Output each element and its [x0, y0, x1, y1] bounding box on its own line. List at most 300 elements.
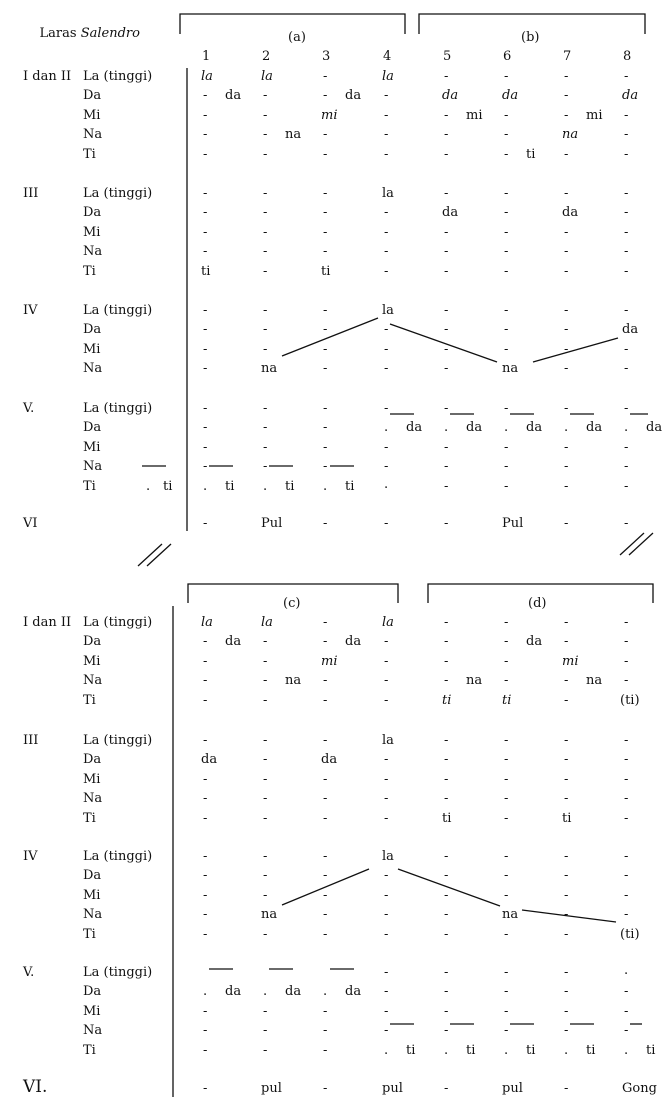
- dot-mark: .: [384, 420, 389, 436]
- rest-dash: -: [323, 907, 328, 923]
- voice-label: Na: [83, 361, 103, 377]
- rest-dash: -: [444, 1081, 449, 1096]
- voice-label: Da: [83, 322, 102, 338]
- rest-dash: -: [263, 420, 268, 436]
- voice-label: Ti: [83, 926, 96, 942]
- note-syllable: Gong: [622, 1081, 657, 1096]
- group-label-a: (a): [288, 30, 306, 45]
- rest-dash: -: [263, 107, 268, 123]
- voice-label: Ti: [83, 692, 96, 708]
- rest-dash: -: [263, 791, 268, 807]
- rest-dash: -: [624, 810, 629, 826]
- rest-dash: -: [203, 1023, 208, 1039]
- dot-mark: .: [444, 1042, 449, 1058]
- rest-dash: -: [203, 420, 208, 436]
- voice-label: Mi: [83, 771, 101, 787]
- note-syllable: na: [586, 673, 603, 689]
- rest-dash: -: [203, 322, 208, 338]
- rest-dash: -: [504, 849, 509, 864]
- beat-number-8: 8: [623, 49, 632, 64]
- rest-dash: -: [564, 303, 569, 318]
- rest-dash: -: [203, 107, 208, 123]
- note-syllable: ti: [526, 146, 536, 162]
- rest-dash: -: [323, 1042, 328, 1058]
- rest-dash: -: [323, 771, 328, 787]
- rest-dash: -: [263, 186, 268, 201]
- rest-dash: -: [504, 322, 509, 338]
- rest-dash: -: [564, 771, 569, 787]
- rest-dash: -: [504, 186, 509, 201]
- rest-dash: -: [384, 146, 389, 162]
- rest-dash: -: [504, 984, 509, 1000]
- dot-mark: .: [203, 478, 208, 494]
- rest-dash: -: [444, 1003, 449, 1019]
- note-syllable: la: [382, 615, 394, 630]
- rest-dash: -: [384, 771, 389, 787]
- rest-dash: -: [504, 810, 509, 826]
- rest-dash: -: [203, 887, 208, 903]
- voice-label: Na: [83, 244, 103, 260]
- rest-dash: -: [504, 439, 509, 455]
- rest-dash: -: [203, 127, 208, 143]
- voice-label: La (tinggi): [83, 615, 153, 630]
- rest-dash: -: [564, 146, 569, 162]
- note-syllable: Pul: [261, 516, 283, 531]
- rest-dash: -: [384, 107, 389, 123]
- rest-dash: -: [203, 868, 208, 884]
- voice-label: Mi: [83, 653, 101, 669]
- rest-dash: -: [624, 439, 629, 455]
- rest-dash: -: [384, 322, 389, 338]
- note-syllable: la: [382, 733, 394, 748]
- rest-dash: -: [323, 634, 328, 650]
- rest-dash: -: [504, 205, 509, 221]
- rest-dash: -: [564, 322, 569, 338]
- rest-dash: -: [384, 926, 389, 942]
- voice-label: Na: [83, 673, 103, 689]
- rest-dash: -: [384, 439, 389, 455]
- rest-dash: -: [323, 186, 328, 201]
- voice-label: La (tinggi): [83, 849, 153, 864]
- rest-dash: -: [323, 673, 328, 689]
- rest-dash: -: [323, 244, 328, 260]
- beat-number-2: 2: [262, 49, 271, 64]
- rest-dash: -: [263, 88, 268, 104]
- rest-dash: -: [203, 926, 208, 942]
- note-syllable: da: [225, 634, 242, 650]
- voice-label: La (tinggi): [83, 303, 153, 318]
- rest-dash: -: [323, 322, 328, 338]
- section-label: V.: [23, 401, 35, 416]
- rest-dash: -: [504, 965, 509, 980]
- rest-dash: -: [263, 752, 268, 768]
- rest-dash: -: [444, 401, 449, 416]
- rest-dash: -: [263, 634, 268, 650]
- rest-dash: -: [263, 224, 268, 240]
- dot-mark: .: [564, 420, 569, 436]
- rest-dash: -: [323, 868, 328, 884]
- note-syllable: (ti): [620, 692, 640, 708]
- note-syllable: Pul: [502, 516, 524, 531]
- beat-number-3: 3: [322, 49, 331, 64]
- group-label-b: (b): [521, 30, 540, 45]
- rest-dash: -: [203, 244, 208, 260]
- rest-dash: -: [504, 341, 509, 357]
- dot-mark: .: [624, 420, 629, 436]
- note-syllable: da: [406, 420, 423, 436]
- note-syllable: pul: [261, 1081, 282, 1096]
- rest-dash: -: [323, 420, 328, 436]
- note-syllable: la: [261, 615, 273, 630]
- rest-dash: -: [263, 868, 268, 884]
- section-label: I dan II: [23, 69, 72, 84]
- note-syllable: da: [562, 205, 579, 221]
- rest-dash: -: [263, 810, 268, 826]
- dot-mark: .: [624, 963, 629, 978]
- rest-dash: -: [384, 205, 389, 221]
- rest-dash: -: [444, 752, 449, 768]
- dot-mark: .: [323, 478, 328, 494]
- rest-dash: -: [564, 361, 569, 377]
- rest-dash: -: [504, 127, 509, 143]
- rest-dash: -: [444, 1023, 449, 1039]
- rest-dash: -: [323, 303, 328, 318]
- bracket-c: [188, 584, 398, 603]
- rest-dash: -: [444, 439, 449, 455]
- rest-dash: -: [564, 478, 569, 494]
- slide-line: [282, 869, 369, 905]
- rest-dash: -: [323, 791, 328, 807]
- note-syllable: ti: [285, 478, 295, 494]
- rest-dash: -: [384, 224, 389, 240]
- group-label-d: (d): [528, 596, 547, 611]
- rest-dash: -: [624, 127, 629, 143]
- rest-dash: -: [624, 146, 629, 162]
- rest-dash: -: [203, 1003, 208, 1019]
- rest-dash: -: [384, 244, 389, 260]
- beat-number-7: 7: [563, 49, 572, 64]
- rest-dash: -: [564, 868, 569, 884]
- note-syllable: na: [285, 127, 302, 143]
- rest-dash: -: [384, 88, 389, 104]
- rest-dash: -: [263, 303, 268, 318]
- rest-dash: -: [323, 341, 328, 357]
- voice-label: Da: [83, 752, 102, 768]
- rest-dash: -: [203, 205, 208, 221]
- rest-dash: -: [564, 88, 569, 104]
- rest-dash: -: [444, 263, 449, 279]
- beat-number-6: 6: [503, 49, 512, 64]
- rest-dash: -: [203, 810, 208, 826]
- rest-dash: -: [444, 478, 449, 494]
- voice-label: Mi: [83, 439, 101, 455]
- rest-dash: -: [564, 791, 569, 807]
- rest-dash: -: [624, 733, 629, 748]
- bracket-a: [180, 14, 405, 34]
- rest-dash: -: [624, 1003, 629, 1019]
- dot-mark: .: [263, 984, 268, 1000]
- voice-label: Da: [83, 420, 102, 436]
- rest-dash: -: [624, 478, 629, 494]
- rest-dash: -: [203, 146, 208, 162]
- group-label-c: (c): [283, 596, 301, 611]
- rest-dash: -: [564, 965, 569, 980]
- rest-dash: -: [384, 516, 389, 531]
- rest-dash: -: [444, 303, 449, 318]
- rest-dash: -: [504, 244, 509, 260]
- rest-dash: -: [444, 69, 449, 84]
- title-italic: Salendro: [80, 26, 140, 41]
- rest-dash: -: [504, 478, 509, 494]
- rest-dash: -: [504, 634, 509, 650]
- voice-label: Da: [83, 868, 102, 884]
- note-syllable: da: [225, 984, 242, 1000]
- note-syllable: da: [466, 420, 483, 436]
- rest-dash: -: [624, 205, 629, 221]
- rest-dash: -: [384, 887, 389, 903]
- rest-dash: -: [444, 459, 449, 475]
- rest-dash: -: [624, 752, 629, 768]
- rest-dash: -: [444, 965, 449, 980]
- rest-dash: -: [384, 1023, 389, 1039]
- rest-dash: -: [323, 926, 328, 942]
- slide-line: [390, 324, 497, 362]
- rest-dash: -: [263, 205, 268, 221]
- rest-dash: -: [384, 1003, 389, 1019]
- rest-dash: -: [504, 107, 509, 123]
- rest-dash: -: [384, 907, 389, 923]
- rest-dash: -: [564, 1003, 569, 1019]
- rest-dash: -: [263, 733, 268, 748]
- note-syllable: ti: [562, 810, 572, 826]
- rest-dash: -: [504, 868, 509, 884]
- voice-label: La (tinggi): [83, 69, 153, 84]
- rest-dash: -: [444, 634, 449, 650]
- note-syllable: la: [382, 186, 394, 201]
- rest-dash: -: [504, 673, 509, 689]
- rest-dash: -: [444, 107, 449, 123]
- rest-dash: -: [384, 653, 389, 669]
- rest-dash: -: [263, 146, 268, 162]
- rest-dash: -: [384, 401, 389, 416]
- rest-dash: -: [203, 771, 208, 787]
- rest-dash: -: [444, 849, 449, 864]
- note-syllable: da: [285, 984, 302, 1000]
- rest-dash: -: [323, 1023, 328, 1039]
- rest-dash: -: [444, 984, 449, 1000]
- rest-dash: -: [384, 810, 389, 826]
- rest-dash: -: [624, 186, 629, 201]
- rest-dash: -: [564, 752, 569, 768]
- rest-dash: -: [384, 127, 389, 143]
- rest-dash: -: [384, 459, 389, 475]
- voice-label: Da: [83, 88, 102, 104]
- rest-dash: -: [564, 107, 569, 123]
- rest-dash: -: [444, 146, 449, 162]
- note-syllable: da: [345, 88, 362, 104]
- rest-dash: -: [504, 887, 509, 903]
- rest-dash: -: [444, 868, 449, 884]
- rest-dash: -: [564, 692, 569, 708]
- voice-label: Na: [83, 791, 103, 807]
- dot-mark: .: [564, 1042, 569, 1058]
- rest-dash: -: [624, 984, 629, 1000]
- note-syllable: (ti): [620, 926, 640, 942]
- section-label: III: [23, 733, 39, 748]
- rest-dash: -: [263, 771, 268, 787]
- rest-dash: -: [384, 984, 389, 1000]
- note-syllable: ti: [442, 810, 452, 826]
- rest-dash: -: [323, 146, 328, 162]
- dot-mark: .: [504, 1042, 509, 1058]
- rest-dash: -: [624, 653, 629, 669]
- rest-dash: -: [203, 733, 208, 748]
- dot-mark: .: [624, 1042, 629, 1058]
- rest-dash: -: [444, 615, 449, 630]
- rest-dash: -: [323, 615, 328, 630]
- note-syllable: da: [526, 634, 543, 650]
- dot-mark: .: [146, 478, 151, 494]
- rest-dash: -: [624, 907, 629, 923]
- rest-dash: -: [564, 849, 569, 864]
- note-syllable: la: [382, 303, 394, 318]
- rest-dash: -: [624, 887, 629, 903]
- note-syllable: ti: [442, 692, 452, 708]
- rest-dash: -: [504, 459, 509, 475]
- voice-label: Na: [83, 459, 103, 475]
- rest-dash: -: [323, 692, 328, 708]
- rest-dash: -: [624, 361, 629, 377]
- rest-dash: -: [624, 1023, 629, 1039]
- rest-dash: -: [203, 653, 208, 669]
- voice-label: Mi: [83, 224, 101, 240]
- rest-dash: -: [564, 516, 569, 531]
- beat-number-1: 1: [202, 49, 211, 64]
- note-syllable: mi: [321, 107, 338, 123]
- rest-dash: -: [203, 907, 208, 923]
- rest-dash: -: [203, 88, 208, 104]
- voice-label: Na: [83, 127, 103, 143]
- rest-dash: -: [624, 849, 629, 864]
- rest-dash: -: [323, 401, 328, 416]
- note-syllable: da: [321, 752, 338, 768]
- rest-dash: -: [504, 146, 509, 162]
- rest-dash: -: [564, 673, 569, 689]
- rest-dash: -: [504, 752, 509, 768]
- rest-dash: -: [203, 1042, 208, 1058]
- note-syllable: na: [261, 907, 278, 923]
- rest-dash: -: [203, 341, 208, 357]
- rest-dash: -: [504, 263, 509, 279]
- rest-dash: -: [203, 224, 208, 240]
- voice-label: La (tinggi): [83, 965, 153, 980]
- rest-dash: -: [263, 1023, 268, 1039]
- rest-dash: -: [203, 303, 208, 318]
- rest-dash: -: [323, 127, 328, 143]
- note-syllable: ti: [646, 1042, 656, 1058]
- rest-dash: -: [263, 341, 268, 357]
- rest-dash: -: [504, 69, 509, 84]
- note-syllable: ti: [163, 478, 173, 494]
- rest-dash: -: [504, 926, 509, 942]
- rest-dash: -: [624, 69, 629, 84]
- dot-mark: .: [444, 420, 449, 436]
- rest-dash: -: [444, 361, 449, 377]
- rest-dash: -: [564, 401, 569, 416]
- rest-dash: -: [444, 771, 449, 787]
- rest-dash: -: [384, 634, 389, 650]
- note-syllable: ti: [406, 1042, 416, 1058]
- rest-dash: -: [323, 439, 328, 455]
- rest-dash: -: [263, 653, 268, 669]
- rest-dash: -: [504, 733, 509, 748]
- note-syllable: pul: [502, 1081, 523, 1096]
- rest-dash: -: [323, 69, 328, 84]
- note-syllable: ti: [201, 263, 211, 279]
- note-syllable: da: [586, 420, 603, 436]
- dot-mark: .: [323, 984, 328, 1000]
- voice-label: Mi: [83, 887, 101, 903]
- slide-line: [533, 338, 618, 362]
- rest-dash: -: [263, 127, 268, 143]
- rest-dash: -: [624, 791, 629, 807]
- rest-dash: -: [203, 1081, 208, 1096]
- voice-label: Ti: [83, 478, 96, 494]
- rest-dash: -: [263, 401, 268, 416]
- rest-dash: -: [384, 965, 389, 980]
- rest-dash: -: [564, 984, 569, 1000]
- voice-label: La (tinggi): [83, 186, 153, 201]
- rest-dash: -: [444, 733, 449, 748]
- section-label: IV: [23, 303, 38, 318]
- rest-dash: -: [203, 401, 208, 416]
- rest-dash: -: [263, 1003, 268, 1019]
- rest-dash: -: [624, 401, 629, 416]
- note-syllable: da: [201, 752, 218, 768]
- rest-dash: -: [263, 926, 268, 942]
- note-syllable: da: [622, 322, 639, 338]
- note-syllable: da: [646, 420, 663, 436]
- slide-line: [398, 869, 500, 906]
- rest-dash: -: [564, 244, 569, 260]
- rest-dash: -: [263, 673, 268, 689]
- note-syllable: la: [261, 69, 273, 84]
- beat-number-5: 5: [443, 49, 452, 64]
- rest-dash: -: [323, 361, 328, 377]
- voice-label: Ti: [83, 146, 96, 162]
- rest-dash: -: [323, 887, 328, 903]
- rest-dash: -: [384, 692, 389, 708]
- rest-dash: -: [504, 1023, 509, 1039]
- note-syllable: da: [502, 88, 519, 104]
- voice-label: Mi: [83, 1003, 101, 1019]
- rest-dash: -: [504, 771, 509, 787]
- rest-dash: -: [444, 322, 449, 338]
- rest-dash: -: [444, 127, 449, 143]
- rest-dash: -: [323, 516, 328, 531]
- rest-dash: -: [203, 439, 208, 455]
- rest-dash: -: [323, 1081, 328, 1096]
- rest-dash: -: [384, 361, 389, 377]
- voice-label: Ti: [83, 263, 96, 279]
- note-syllable: da: [345, 634, 362, 650]
- note-syllable: mi: [466, 107, 483, 123]
- rest-dash: -: [263, 439, 268, 455]
- rest-dash: -: [624, 107, 629, 123]
- rest-dash: -: [323, 224, 328, 240]
- rest-dash: -: [564, 1081, 569, 1096]
- rest-dash: -: [564, 907, 569, 923]
